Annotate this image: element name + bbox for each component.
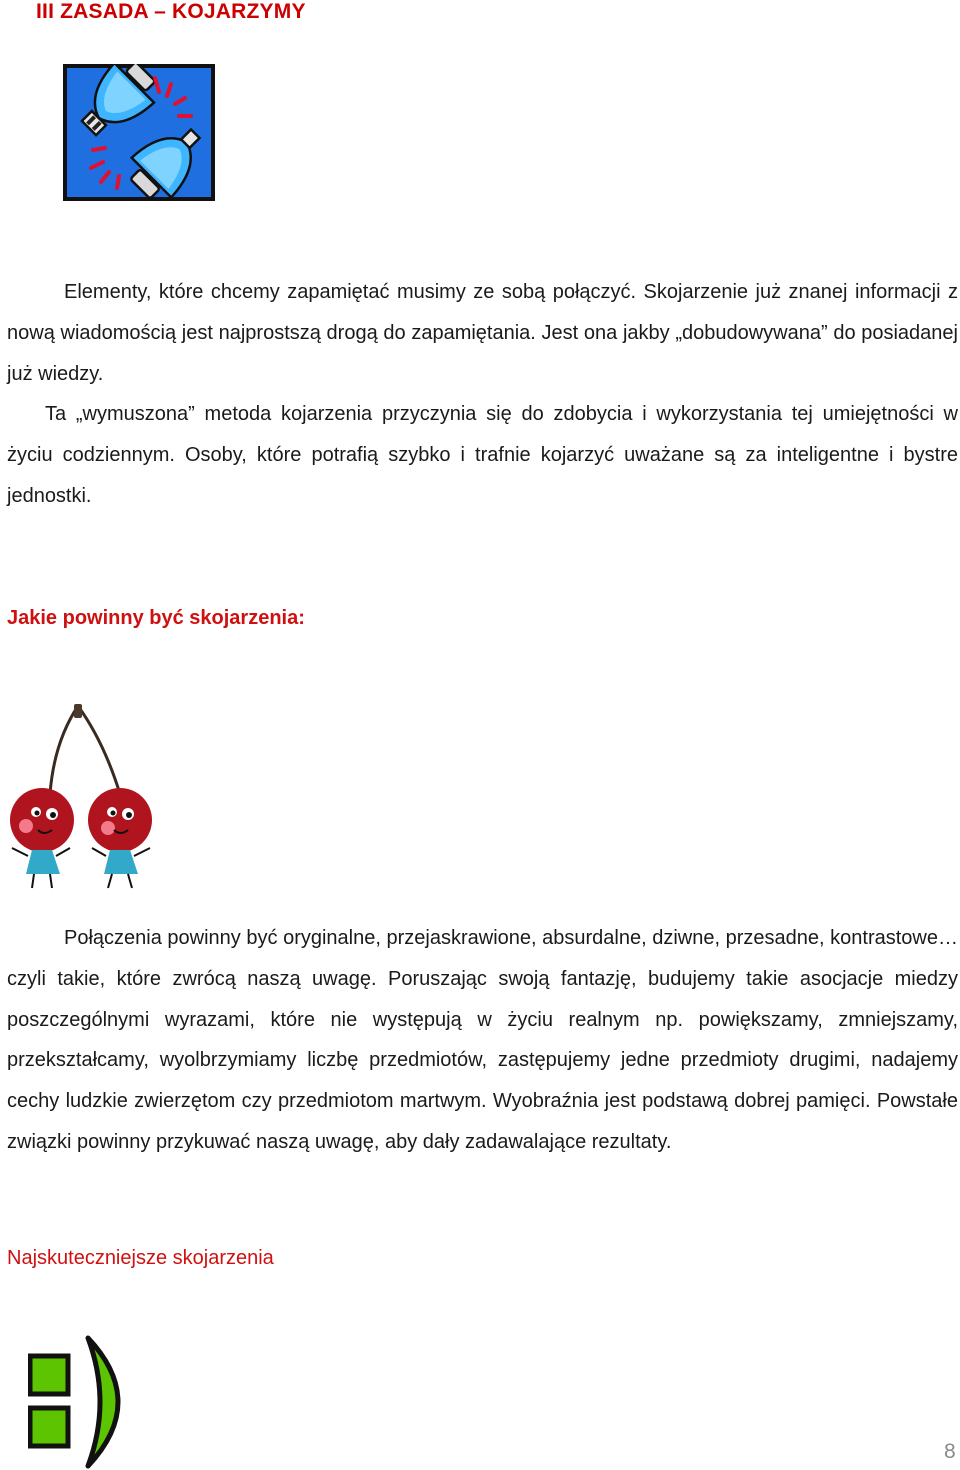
page-number: 8	[944, 1440, 956, 1463]
page-heading: III ZASADA – KOJARZYMY	[36, 0, 306, 23]
plug-connection-icon	[63, 64, 215, 201]
section-title-associations: Jakie powinny być skojarzenia:	[7, 607, 305, 629]
section-title-best-associations: Najskuteczniejsze skojarzenia	[7, 1247, 274, 1269]
body-text	[7, 918, 958, 1163]
smiley-icon	[28, 1334, 138, 1470]
body-paragraph: Połączenia powinny być oryginalne, przejaskrawione, absurdalne, dziwne, przesadne, kontrastowe… czyli takie, które zwrócą naszą uwagę. Poruszając swoją fantazję, budujemy takie asocjacje miedzy poszczególnymi wyrazami, które nie występują w życiu realnym np. powiększamy, zmniejszamy, przekształcamy, wyolbrzymiamy liczbę przedmiotów, zastępujemy jedne przedmioty drugimi, nadajemy cechy ludzkie zwierzętom czy przedmiotom martwym. Wyobraźnia jest podstawą dobrej pamięci. Powstałe związki powinny przykuwać naszą uwagę, aby dały zadawalające rezultaty.	[7, 927, 958, 1153]
intro-paragraph-2: Ta „wymuszona” metoda kojarzenia przyczynia się do zdobycia i wykorzystania tej umiejętności w życiu codziennym. Osoby, które potrafią szybko i trafnie kojarzyć uważane są za inteligentne i bystre jednostki.	[7, 403, 958, 507]
cherries-icon	[4, 702, 154, 892]
intro-text	[7, 272, 958, 517]
intro-paragraph-1: Elementy, które chcemy zapamiętać musimy ze sobą połączyć. Skojarzenie już znanej informacji z nową wiadomością jest najprostszą drogą do zapamiętania. Jest ona jakby „dobudowywana” do posiadanej już wiedzy.	[7, 281, 958, 385]
